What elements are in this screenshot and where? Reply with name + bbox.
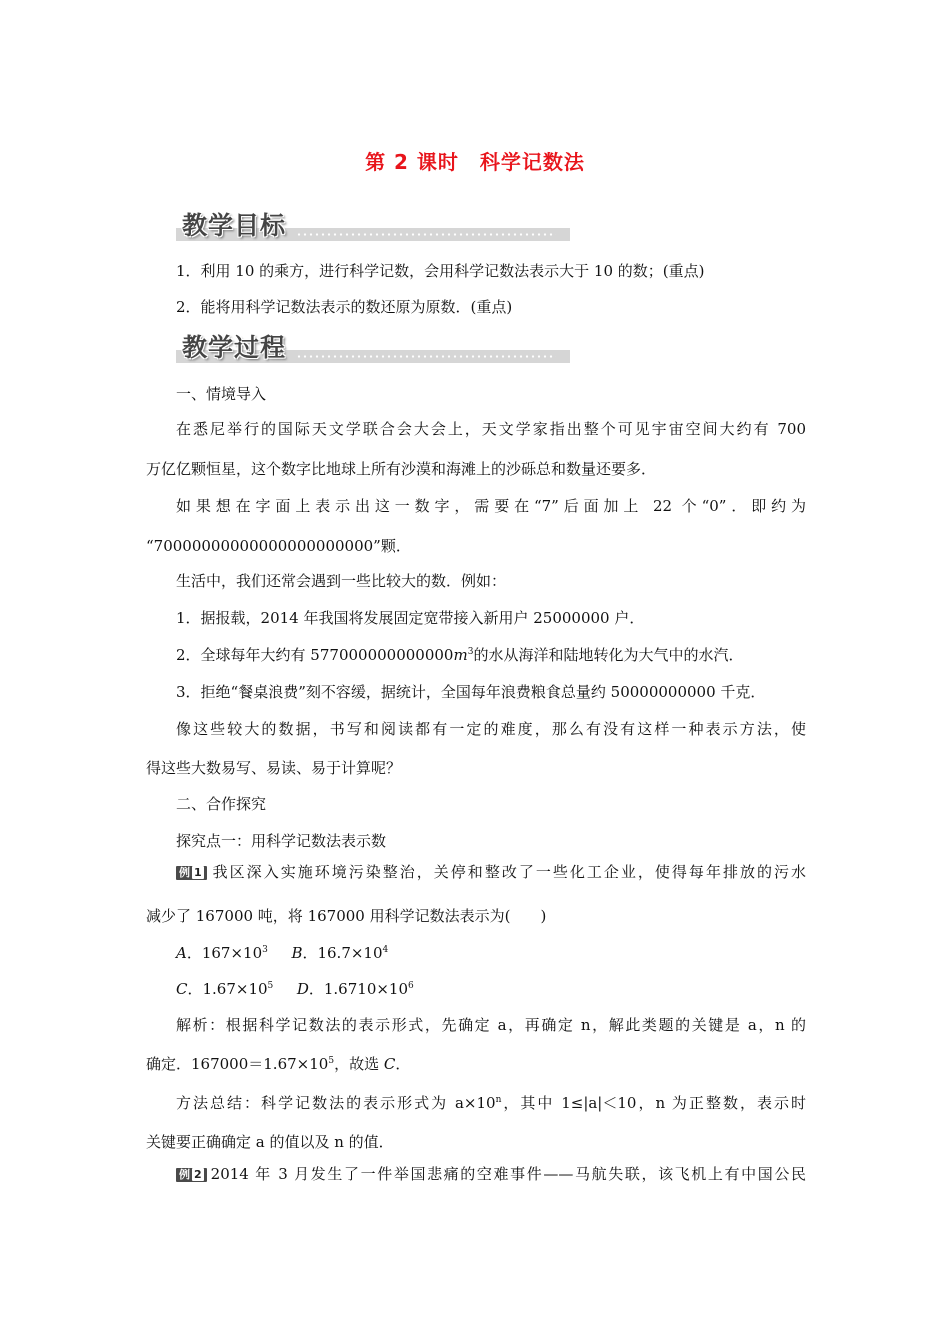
- example-tag-number: 2: [194, 1168, 202, 1181]
- goals-banner: [176, 206, 570, 246]
- option-text: ．16.7×10: [302, 944, 383, 962]
- example-tag: [176, 1168, 207, 1182]
- paragraph-line: 像这些较大的数据，书写和阅读都有一定的难度，那么有没有这样一种表示方法，使: [176, 720, 806, 738]
- option-text: ．1.6710×10: [308, 980, 409, 998]
- page-title: 第 2 课时 科学记数法: [365, 150, 585, 174]
- goal-item-2: 2．能将用科学记数法表示的数还原为原数．(重点): [176, 298, 513, 316]
- paragraph-line: “70000000000000000000000”颗．: [146, 537, 411, 555]
- section-heading: 二、合作探究: [176, 795, 267, 813]
- example-tag-number: 1: [194, 866, 202, 879]
- list-item: 3．拒绝“餐桌浪费”刻不容缓，据统计，全国每年浪费粮食总量约 50000000000 千克．: [176, 683, 766, 701]
- paragraph-line: 减少了 167000 吨，将 167000 用科学记数法表示为( ): [146, 907, 547, 925]
- text-span: 我区深入实施环境污染整治，关停和整改了一些化工企业，使得每年排放的污水: [210, 863, 806, 881]
- list-item: 1．据报载，2014 年我国将发展固定宽带接入新用户 25000000 户．: [176, 609, 645, 627]
- paragraph-line: 万亿亿颗恒星，这个数字比地球上所有沙漠和海滩上的沙砾总和数量还要多．: [146, 460, 657, 478]
- options-row: [176, 942, 388, 963]
- text-span: 2014 年 3 月发生了一件举国悲痛的空难事件——马航失联，该飞机上有中国公民: [210, 1165, 806, 1183]
- example-tag: [176, 866, 207, 880]
- superscript: 4: [382, 945, 389, 955]
- text-span: ，故选: [334, 1055, 384, 1073]
- text-span: ．: [395, 1055, 411, 1073]
- answer-text: C: [383, 1055, 396, 1073]
- goal-item-1: 1．利用 10 的乘方，进行科学记数，会用科学记数法表示大于 10 的数；(重点): [176, 262, 705, 280]
- superscript: n: [495, 1095, 502, 1105]
- summary-line: [176, 1092, 806, 1113]
- example-2-line: [176, 1163, 806, 1184]
- superscript: 3: [467, 647, 474, 657]
- option-label: A: [176, 944, 187, 962]
- unit-text: m: [453, 646, 468, 664]
- option-text: ．167×10: [186, 944, 263, 962]
- process-banner-label: 教学过程: [182, 333, 287, 362]
- superscript: 6: [408, 981, 414, 991]
- options-row: [176, 978, 414, 999]
- summary-line: 关键要正确确定 a 的值以及 n 的值．: [146, 1133, 394, 1151]
- text-span: 确定．167000＝1.67×10: [146, 1055, 329, 1073]
- analysis-line: [146, 1053, 410, 1074]
- paragraph-line: 在悉尼举行的国际天文学联合会大会上，天文学家指出整个可见宇宙空间大约有 700: [176, 420, 806, 438]
- superscript: 5: [328, 1056, 335, 1066]
- paragraph-line: 如果想在字面上表示出这一数字，需要在“7”后面加上 22 个“0”．即约为: [176, 497, 806, 515]
- paragraph-line: 得这些大数易写、易读、易于计算呢？: [146, 759, 402, 777]
- option-label: D: [296, 980, 309, 998]
- option-label: C: [176, 980, 188, 998]
- banner-dots: [296, 355, 556, 358]
- superscript: 3: [262, 945, 268, 955]
- text-span: 的水从海洋和陆地转化为大气中的水汽．: [473, 646, 744, 664]
- option-label: B: [291, 944, 303, 962]
- list-item: [176, 644, 743, 665]
- example-1-line: [176, 861, 806, 882]
- goals-banner-label: 教学目标: [182, 211, 287, 240]
- paragraph-line: 生活中，我们还常会遇到一些比较大的数．例如：: [176, 572, 507, 590]
- banner-dots: [296, 233, 556, 236]
- text-span: 方法总结：科学记数法的表示形式为 a×10: [176, 1094, 496, 1112]
- section-heading: 一、情境导入: [176, 385, 267, 403]
- example-tag-label: 例: [179, 866, 190, 879]
- example-tag-label: 例: [179, 1168, 190, 1181]
- superscript: 5: [267, 981, 274, 991]
- option-text: ．1.67×10: [187, 980, 268, 998]
- subsection-heading: 探究点一：用科学记数法表示数: [176, 832, 387, 850]
- text-span: ，其中 1≤|a|＜10，n 为正整数，表示时: [501, 1094, 806, 1112]
- process-banner: [176, 328, 570, 368]
- text-span: 2．全球每年大约有 577000000000000: [176, 646, 454, 664]
- analysis-line: 解析：根据科学记数法的表示形式，先确定 a，再确定 n，解此类题的关键是 a，n 的: [176, 1016, 806, 1034]
